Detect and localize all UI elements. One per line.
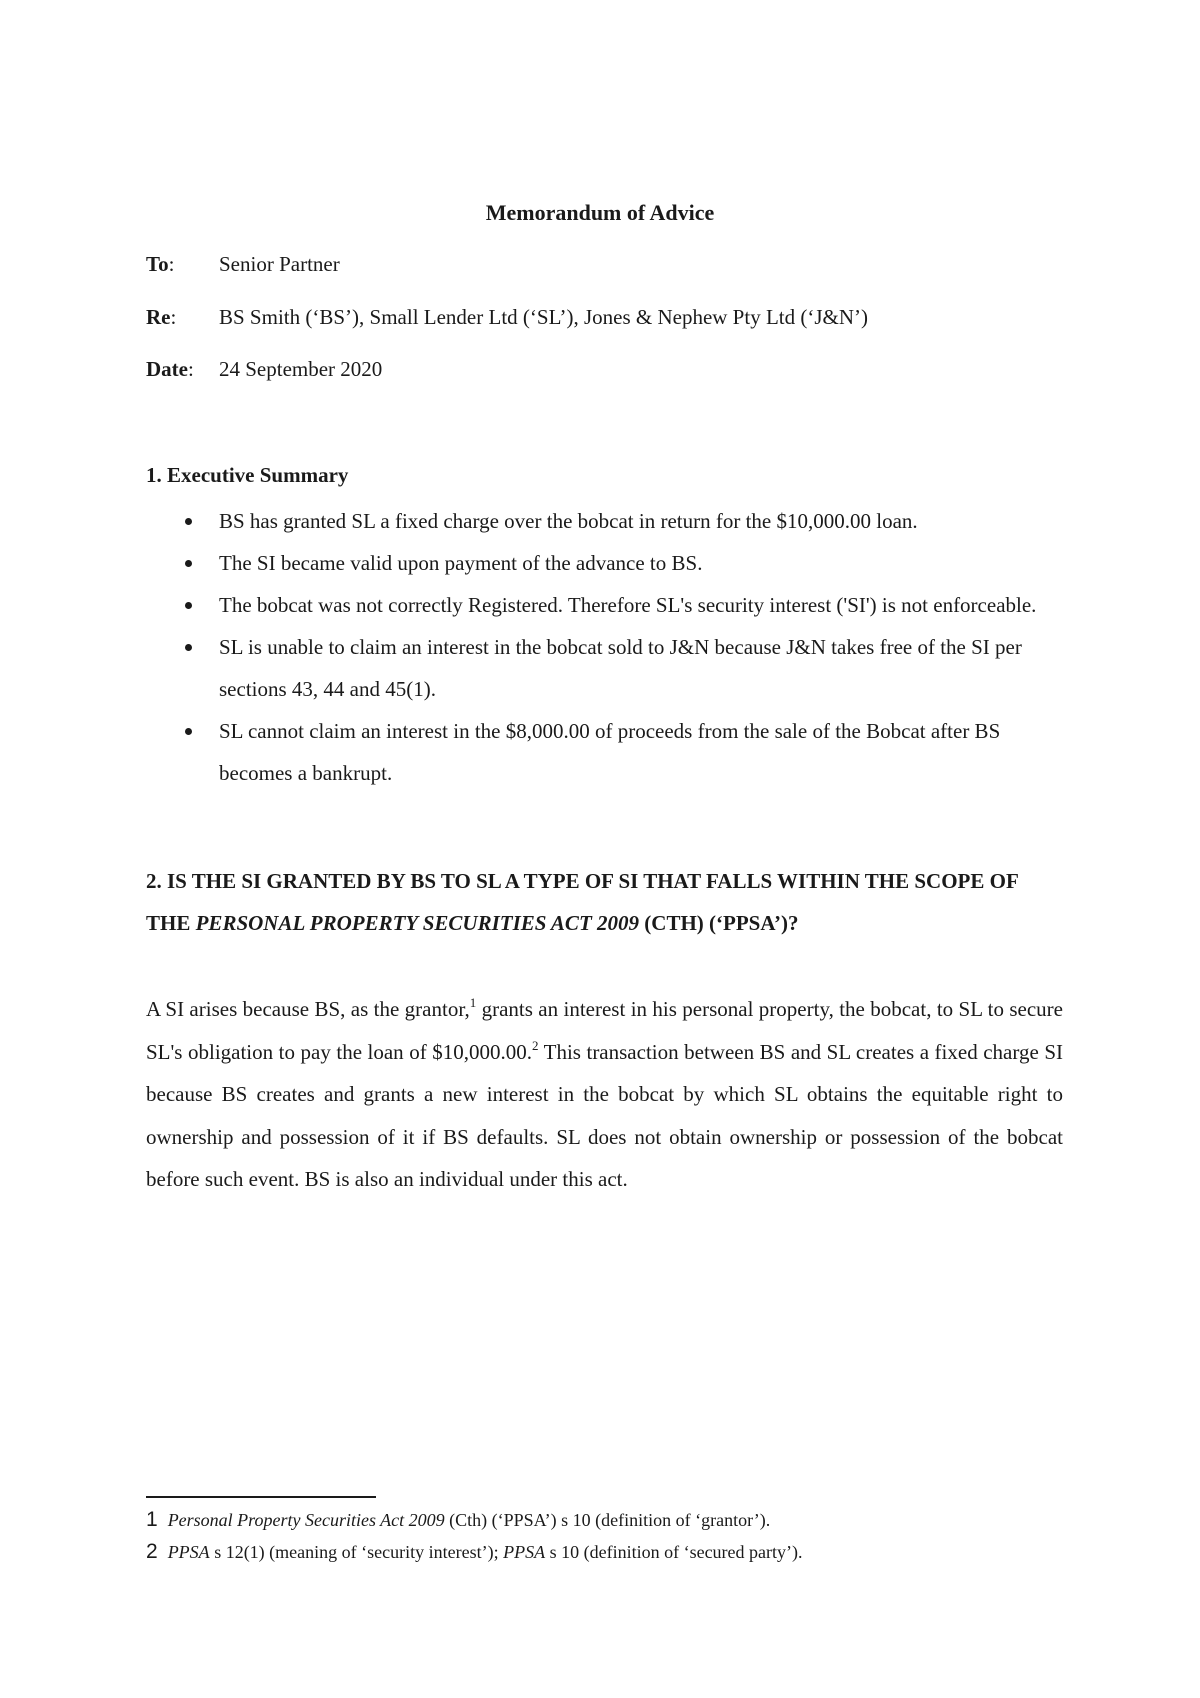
footnote-1-italic: Personal Property Securities Act 2009 <box>167 1510 445 1530</box>
bullet-dot-icon <box>185 518 192 525</box>
footnote-1-number: 1 <box>146 1508 158 1531</box>
bullet-dot-icon <box>185 644 192 651</box>
date-colon: : <box>187 357 194 381</box>
date-value: 24 September 2020 <box>219 357 383 381</box>
bullet-dot-icon <box>185 560 192 567</box>
summary-bullet-text: The SI became valid upon payment of the advance to BS. <box>219 551 703 575</box>
to-value: Senior Partner <box>219 252 340 276</box>
summary-bullet <box>146 710 1066 794</box>
summary-bullet <box>146 542 1066 584</box>
re-colon: : <box>170 305 177 329</box>
footnote-separator <box>146 1496 376 1498</box>
section-2-heading-part1: 2. IS THE SI GRANTED BY BS TO SL A TYPE OF SI THAT FALLS WITHIN THE SCOPE OF THE <box>146 869 1018 935</box>
memo-title: Memorandum of Advice <box>485 200 715 225</box>
section-2-heading-act-title: PERSONAL PROPERTY SECURITIES ACT 2009 <box>195 911 640 935</box>
section-2-heading-part2: (CTH) (‘PPSA’)? <box>639 911 799 935</box>
executive-summary-list <box>146 500 1066 794</box>
section-2-paragraph <box>146 988 1063 1201</box>
bullet-dot-icon <box>185 602 192 609</box>
summary-bullet-text: The bobcat was not correctly Registered. Therefore SL's security interest ('SI') is not enforceable. <box>219 593 1037 617</box>
footnote-ref-2[interactable]: 2 <box>531 1037 539 1053</box>
footnote-2-italic-a: PPSA <box>167 1542 210 1562</box>
re-label: Re <box>146 305 171 329</box>
footnote-2-italic-b: PPSA <box>503 1542 546 1562</box>
footnote-ref-1[interactable]: 1 <box>469 995 477 1010</box>
to-label-row <box>146 250 174 278</box>
footnote-2-text-b: s 10 (definition of ‘secured party’). <box>545 1542 803 1562</box>
summary-bullet <box>146 500 1066 542</box>
to-colon: : <box>168 252 175 276</box>
date-label-row <box>146 355 194 383</box>
footnote-2-text-a: s 12(1) (meaning of ‘security interest’); <box>209 1542 504 1562</box>
to-label: To <box>146 252 169 276</box>
summary-bullet <box>146 584 1066 626</box>
footnote-2 <box>146 1540 803 1564</box>
para-text-2: grants an interest in his personal property, the bobcat, to SL to secure SL's obligation to pay the loan of $10,000.00. <box>146 997 1063 1064</box>
re-value: BS Smith (‘BS’), Small Lender Ltd (‘SL’), Jones & Nephew Pty Ltd (‘J&N’) <box>219 305 869 329</box>
bullet-dot-icon <box>185 728 192 735</box>
section-2-heading <box>146 860 1066 944</box>
summary-bullet-text: SL is unable to claim an interest in the bobcat sold to J&N because J&N takes free of the SI per sections 43, 44 and 45(1). <box>219 635 1022 701</box>
footnote-1-text: (Cth) (‘PPSA’) s 10 (definition of ‘grantor’). <box>444 1510 771 1530</box>
summary-bullet-text: SL cannot claim an interest in the $8,000.00 of proceeds from the sale of the Bobcat after BS becomes a bankrupt. <box>219 719 1001 785</box>
para-text-3: This transaction between BS and SL creates a fixed charge SI because BS creates and grants a new interest in the bobcat by which SL obtains the equitable right to ownership and possession of it if BS defaults. SL does not obtain ownership or possession of the bobcat before such event. BS is also an individual under this act. <box>146 1039 1063 1191</box>
summary-bullet <box>146 626 1066 710</box>
para-text-1: A SI arises because BS, as the grantor, <box>146 997 470 1021</box>
date-label: Date <box>146 357 188 381</box>
executive-summary-heading: 1. Executive Summary <box>146 463 349 487</box>
footnote-1 <box>146 1508 770 1532</box>
footnote-2-number: 2 <box>146 1540 158 1563</box>
re-label-row <box>146 303 176 331</box>
summary-bullet-text: BS has granted SL a fixed charge over the bobcat in return for the $10,000.00 loan. <box>219 509 918 533</box>
